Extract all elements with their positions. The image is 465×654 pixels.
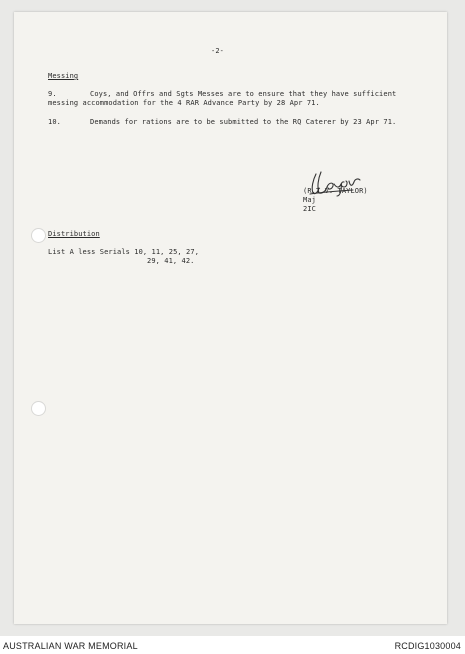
- archive-name: AUSTRALIAN WAR MEMORIAL: [3, 641, 138, 651]
- punch-hole-bottom: [31, 401, 46, 416]
- punch-hole-top: [31, 228, 46, 243]
- distribution-line-2: 29, 41, 42.: [147, 257, 195, 265]
- paragraph-9-number: 9.: [48, 90, 57, 98]
- distribution-heading: Distribution: [48, 230, 100, 238]
- archive-reference: RCDIG1030004: [394, 641, 461, 651]
- archive-footer: [0, 638, 465, 654]
- paragraph-9-line-2: messing accommodation for the 4 RAR Advance Party by 28 Apr 71.: [48, 99, 320, 107]
- paragraph-10-line-1: Demands for rations are to be submitted to the RQ Caterer by 23 Apr 71.: [90, 118, 397, 126]
- signatory-name: (R.T.V. TAYLOR): [303, 187, 368, 195]
- signatory-rank: Maj: [303, 196, 316, 204]
- distribution-line-1: List A less Serials 10, 11, 25, 27,: [48, 248, 200, 256]
- document-page: [14, 12, 447, 624]
- signatory-title: 2IC: [303, 205, 316, 213]
- paragraph-10-number: 10.: [48, 118, 61, 126]
- page-number: -2-: [211, 47, 224, 55]
- paragraph-9-line-1: Coys, and Offrs and Sgts Messes are to ensure that they have sufficient: [90, 90, 397, 98]
- messing-heading: Messing: [48, 72, 79, 80]
